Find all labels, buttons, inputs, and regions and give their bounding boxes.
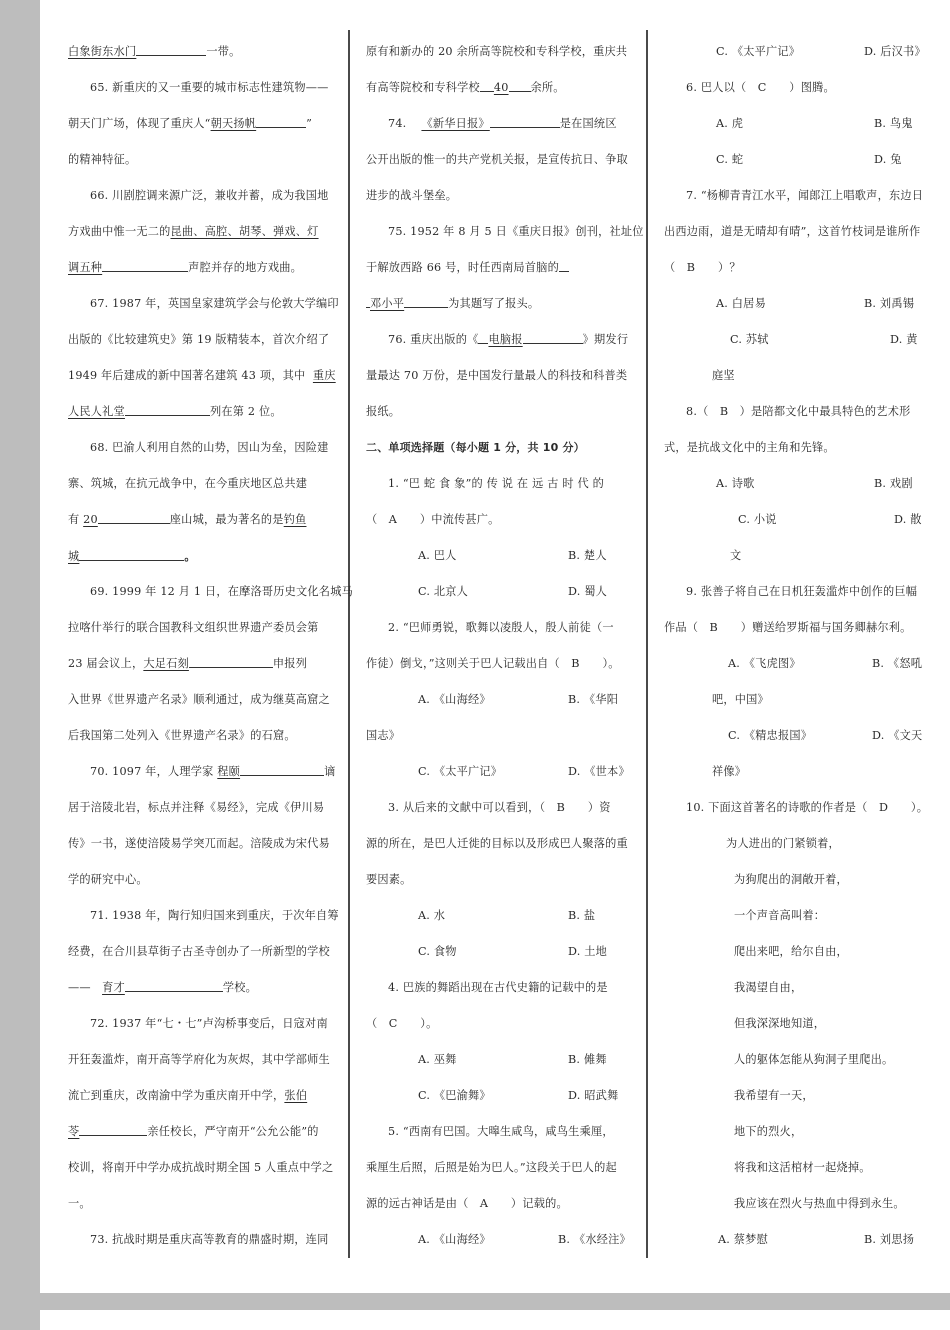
options-row bbox=[664, 142, 928, 178]
option-d: D. 蜀人 bbox=[568, 585, 608, 598]
mc-question-4: 4. 巴族的舞蹈出现在古代史籍的记载中的是 bbox=[388, 981, 608, 994]
option-b: B. 《水经注》 bbox=[558, 1233, 631, 1246]
text-line: 白象街东水门 一带。 bbox=[68, 34, 333, 70]
text-line: （ B ）？ bbox=[664, 261, 741, 274]
text-line: 调五种 声腔并存的地方戏曲。 bbox=[68, 250, 333, 286]
text-line: 进步的战斗堡垒。 bbox=[366, 189, 458, 202]
options-row bbox=[366, 1078, 630, 1114]
text-line: 的精神特征。 bbox=[68, 153, 137, 166]
text-line: （ C ）。 bbox=[366, 1017, 438, 1030]
option-c: C. 《精忠报国》 bbox=[728, 729, 813, 742]
mc-question-6: 6. 巴人以（ C ）图腾。 bbox=[686, 81, 835, 94]
option-d: D. 《文天 bbox=[872, 729, 923, 742]
options-row bbox=[664, 322, 928, 358]
poem-line: 将我和这活棺材一起烧掉。 bbox=[734, 1161, 871, 1174]
question-68: 68. 巴渝人利用自然的山势，因山为垒，因险建 bbox=[90, 441, 329, 454]
poem-line: 但我深深地知道， bbox=[734, 1017, 826, 1030]
option-b: B. 《怒吼 bbox=[872, 657, 923, 670]
option-a: A. 《山海经》 bbox=[418, 1233, 491, 1246]
poem-line: 我渴望自由， bbox=[734, 981, 803, 994]
text-line: 有高等院校和专科学校 40 余所。 bbox=[366, 70, 630, 106]
text-line: 学的研究中心。 bbox=[68, 873, 148, 886]
text-line: 作品（ B ）赠送给罗斯福与国务卿赫尔利。 bbox=[664, 621, 912, 634]
text-column-2 bbox=[366, 34, 644, 1258]
option-c: C. 北京人 bbox=[418, 585, 469, 598]
option-c: C. 苏轼 bbox=[730, 333, 769, 346]
mc-question-8: 8.（ B ）是陪都文化中最具特色的艺术形 bbox=[686, 405, 911, 418]
option-d: D. 兔 bbox=[874, 153, 902, 166]
section-heading: 二、单项选择题（每小题 1 分，共 10 分） bbox=[366, 441, 585, 454]
column-divider bbox=[348, 30, 350, 1258]
text-line: 源的远古神话是由（ A ）记载的。 bbox=[366, 1197, 568, 1210]
poem-line: 为狗爬出的洞敞开着， bbox=[734, 873, 848, 886]
poem-line: 人的躯体怎能从狗洞子里爬出。 bbox=[734, 1053, 894, 1066]
option-b: B. 鸟鬼 bbox=[874, 117, 913, 130]
option-d: D. 黄 bbox=[890, 333, 918, 346]
text-line: 入世界《世界遗产名录》顺利通过，成为继莫高窟之 bbox=[68, 693, 330, 706]
question-70: 70. 1097 年，人理学家 程颐 谪 bbox=[68, 754, 333, 790]
text-line: 一。 bbox=[68, 1197, 91, 1210]
options-row bbox=[366, 574, 630, 610]
options-row bbox=[664, 718, 928, 754]
text-line: 祥像》 bbox=[712, 765, 747, 778]
mc-question-7: 7. “杨柳青青江水平，闻郎江上唱歌声，东边日 bbox=[686, 189, 924, 202]
option-a: A. 《飞虎图》 bbox=[728, 657, 801, 670]
poem-line: 为人进出的门紧锁着， bbox=[726, 837, 840, 850]
question-66: 66. 川剧腔调来源广泛，兼收并蓄，成为我国地 bbox=[90, 189, 329, 202]
text-line: 源的所在，是巴人迁徙的目标以及形成巴人聚落的重 bbox=[366, 837, 628, 850]
mc-question-10: 10. 下面这首著名的诗歌的作者是（ D ）。 bbox=[686, 801, 929, 814]
text-line: 流亡到重庆，改南渝中学为重庆南开中学，张伯 bbox=[68, 1089, 308, 1102]
option-b: B. 刘禹锡 bbox=[864, 297, 915, 310]
options-row bbox=[366, 682, 630, 718]
option-d: D. 昭武舞 bbox=[568, 1089, 619, 1102]
column-divider bbox=[646, 30, 648, 1258]
text-line: 苓 亲任校长，严守南开“公允公能”的 bbox=[68, 1114, 333, 1150]
option-a: A. 《山海经》 bbox=[418, 693, 491, 706]
options-row bbox=[664, 1222, 928, 1258]
poem-line: 一个声音高叫着： bbox=[734, 909, 826, 922]
question-73: 73. 抗战时期是重庆高等教育的鼎盛时期，连同 bbox=[90, 1233, 329, 1246]
option-b: B. 戏剧 bbox=[874, 477, 913, 490]
poem-line: 我希望有一天， bbox=[734, 1089, 814, 1102]
text-line: 有 20 座山城，最为著名的是钓鱼 bbox=[68, 502, 333, 538]
text-line: 出西边雨，道是无晴却有晴”，这首竹枝词是谁所作 bbox=[664, 225, 921, 238]
option-b: B. 傩舞 bbox=[568, 1053, 607, 1066]
next-page-sheet bbox=[40, 1310, 950, 1330]
question-71: 71. 1938 年，陶行知归国来到重庆，于次年自筹 bbox=[90, 909, 339, 922]
options-row bbox=[366, 898, 630, 934]
text-line: 要因素。 bbox=[366, 873, 412, 886]
text-line: 式，是抗战文化中的主角和先锋。 bbox=[664, 441, 835, 454]
question-67: 67. 1987 年，英国皇家建筑学会与伦敦大学编印 bbox=[90, 297, 339, 310]
option-a: A. 巴人 bbox=[418, 549, 457, 562]
text-line: 乘厘生后照，后照是始为巴人。”这段关于巴人的起 bbox=[366, 1161, 617, 1174]
option-c: C. 蛇 bbox=[716, 153, 744, 166]
mc-question-5: 5. “西南有巴国。大暤生咸鸟，咸鸟生乘厘， bbox=[388, 1125, 614, 1138]
option-b: B. 《华阳 bbox=[568, 693, 619, 706]
text-line: 吧，中国》 bbox=[712, 693, 769, 706]
text-line: 公开出版的惟一的共产党机关报，是宣传抗日、争取 bbox=[366, 153, 628, 166]
text-line: 文 bbox=[730, 549, 742, 562]
option-d: D. 《世本》 bbox=[568, 765, 630, 778]
option-d: D. 土地 bbox=[568, 945, 608, 958]
question-65: 65. 新重庆的又一重要的城市标志性建筑物—— bbox=[90, 81, 329, 94]
text-line: （ A ）中流传甚广。 bbox=[366, 513, 500, 526]
text-line: 庭坚 bbox=[712, 369, 735, 382]
option-c: C. 《太平广记》 bbox=[418, 765, 503, 778]
question-72: 72. 1937 年“七・七”卢沟桥事变后，日寇对南 bbox=[90, 1017, 328, 1030]
text-line: 国志》 bbox=[366, 729, 401, 742]
option-a: A. 诗歌 bbox=[716, 477, 755, 490]
options-row bbox=[366, 754, 630, 790]
option-a: A. 蔡梦慰 bbox=[718, 1233, 768, 1246]
text-line: 报纸。 bbox=[366, 405, 401, 418]
question-76: 76. 重庆出版的《 电脑报 》期发行 bbox=[366, 322, 630, 358]
text-line: 人民人礼堂 列在第 2 位。 bbox=[68, 394, 333, 430]
text-line: 后我国第二处列入《世界遗产名录》的石窟。 bbox=[68, 729, 296, 742]
options-row bbox=[664, 466, 928, 502]
options-row bbox=[664, 502, 928, 538]
question-74: 74. 《新华日报》 是在国统区 bbox=[366, 106, 630, 142]
text-line: 邓小平 为其题写了报头。 bbox=[366, 286, 630, 322]
options-row bbox=[366, 538, 630, 574]
options-row bbox=[664, 106, 928, 142]
text-line: 居于涪陵北岩，标点并注释《易经》，完成《伊川易 bbox=[68, 801, 325, 814]
poem-line: 地下的烈火， bbox=[734, 1125, 803, 1138]
options-row bbox=[366, 1222, 630, 1258]
option-b: B. 楚人 bbox=[568, 549, 607, 562]
mc-question-3: 3. 从后来的文献中可以看到，（ B ）资 bbox=[388, 801, 611, 814]
option-d: D. 散 bbox=[894, 513, 922, 526]
option-a: A. 虎 bbox=[716, 117, 744, 130]
text-line: 朝天门广场，体现了重庆人“朝天扬帆 ” bbox=[68, 106, 333, 142]
option-c: C. 食物 bbox=[418, 945, 457, 958]
text-line: 作徒）倒戈，”这则关于巴人记载出自（ B ）。 bbox=[366, 657, 620, 670]
text-line: 出版的《比较建筑史》第 19 版精装本，首次介绍了 bbox=[68, 333, 330, 346]
option-b: B. 盐 bbox=[568, 909, 596, 922]
text-line: 于解放西路 66 号，时任西南局首脑的 bbox=[366, 250, 630, 286]
option-c: C. 《太平广记》 bbox=[716, 45, 801, 58]
question-69: 69. 1999 年 12 月 1 日，在摩洛哥历史文化名城马 bbox=[90, 585, 353, 598]
text-line: —— 育才 学校。 bbox=[68, 970, 333, 1006]
option-b: B. 刘思扬 bbox=[864, 1233, 915, 1246]
text-line: 城 。 bbox=[68, 538, 333, 574]
text-line: 开狂轰滥炸，南开高等学府化为灰烬，其中学部师生 bbox=[68, 1053, 330, 1066]
option-a: A. 白居易 bbox=[716, 297, 766, 310]
text-line: 经费，在合川县草街子古圣寺创办了一所新型的学校 bbox=[68, 945, 330, 958]
text-line: 原有和新办的 20 余所高等院校和专科学校，重庆共 bbox=[366, 45, 628, 58]
text-column-3 bbox=[664, 34, 928, 1258]
options-row bbox=[664, 34, 928, 70]
option-d: D. 后汉书》 bbox=[864, 45, 926, 58]
mc-question-1: 1. “巴 蛇 食 象”的 传 说 在 远 古 时 代 的 bbox=[388, 477, 605, 490]
text-line: 量最达 70 万份，是中国发行量最人的科技和科普类 bbox=[366, 369, 628, 382]
poem-line: 我应该在烈火与热血中得到永生。 bbox=[734, 1197, 905, 1210]
text-line: 方戏曲中惟一无二的昆曲、高腔、胡琴、弹戏、灯 bbox=[68, 225, 319, 238]
mc-question-9: 9. 张善子将自己在日机狂轰滥炸中创作的巨幅 bbox=[686, 585, 918, 598]
text-line: 拉喀什举行的联合国教科文组织世界遗产委员会第 bbox=[68, 621, 319, 634]
poem-line: 爬出来吧，给尔自由， bbox=[734, 945, 848, 958]
text-line: 寨、筑城，在抗元战争中，在今重庆地区总共建 bbox=[68, 477, 308, 490]
text-line: 1949 年后建成的新中国著名建筑 43 项，其中 重庆 bbox=[68, 369, 336, 382]
options-row bbox=[664, 286, 928, 322]
mc-question-2: 2. “巴师勇锐，歌舞以凌殷人，殷人前徒（一 bbox=[388, 621, 614, 634]
text-line: 校训，将南开中学办成抗战时期全国 5 人重点中学之 bbox=[68, 1161, 334, 1174]
text-line: 传》一书，遂使涪陵易学突兀而起。涪陵成为宋代易 bbox=[68, 837, 330, 850]
option-c: C. 《巴渝舞》 bbox=[418, 1089, 491, 1102]
option-a: A. 水 bbox=[418, 909, 446, 922]
option-a: A. 巫舞 bbox=[418, 1053, 457, 1066]
options-row bbox=[366, 1042, 630, 1078]
question-75: 75. 1952 年 8 月 5 日《重庆日报》创刊，社址位 bbox=[388, 225, 644, 238]
option-c: C. 小说 bbox=[738, 513, 777, 526]
options-row bbox=[664, 646, 928, 682]
text-line: 23 届会议上，大足石刻 申报列 bbox=[68, 646, 333, 682]
options-row bbox=[366, 934, 630, 970]
text-column-1 bbox=[68, 34, 353, 1258]
